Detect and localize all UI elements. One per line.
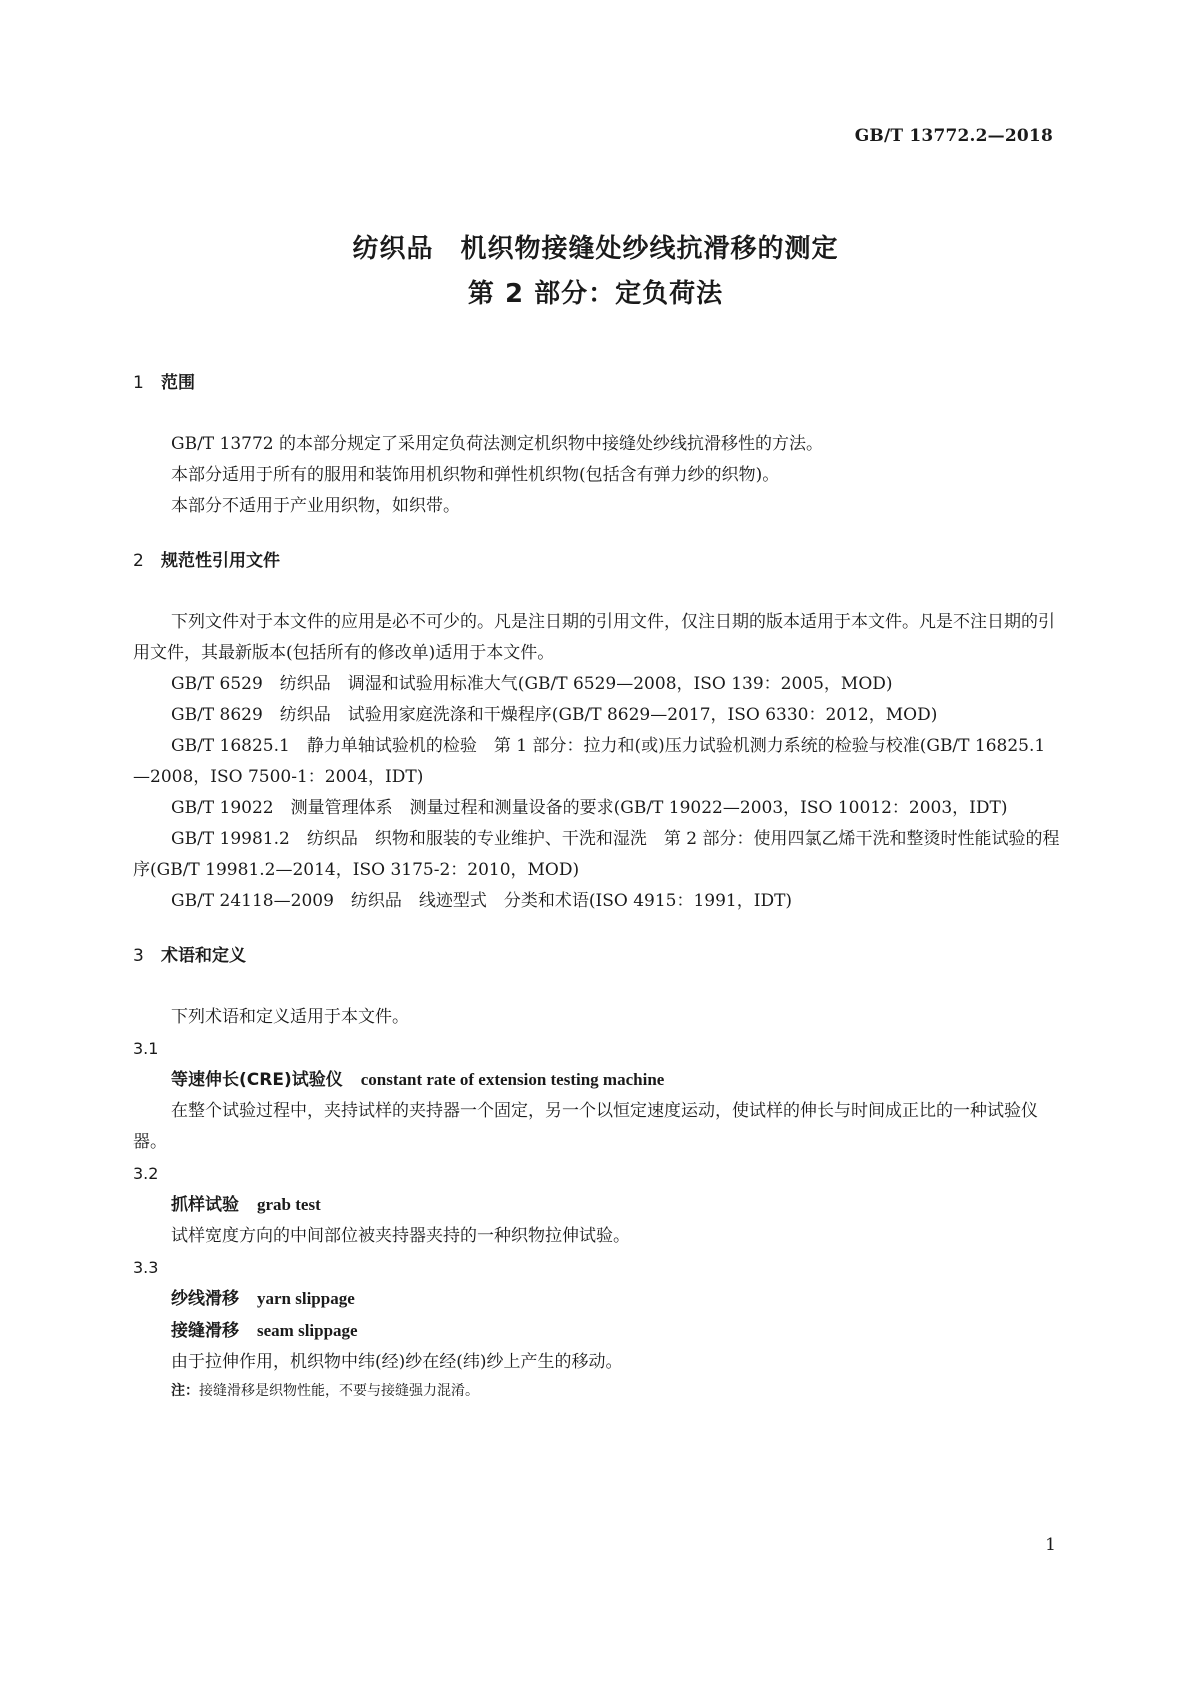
term-definition: 在整个试验过程中，夹持试样的夹持器一个固定，另一个以恒定速度运动，使试样的伸长与时间成正比的一种试验仪器。 bbox=[133, 1101, 1038, 1152]
term-en: yarn slippage bbox=[257, 1289, 355, 1308]
paragraph: 本部分不适用于产业用织物，如织带。 bbox=[171, 496, 460, 516]
term-en: constant rate of extension testing machine bbox=[360, 1070, 665, 1089]
paragraph: 下列术语和定义适用于本文件。 bbox=[171, 1007, 409, 1027]
term-en: seam slippage bbox=[257, 1321, 358, 1340]
term-zh: 纱线滑移 bbox=[171, 1289, 239, 1309]
term-entry bbox=[133, 1189, 1061, 1221]
term-definition: 试样宽度方向的中间部位被夹持器夹持的一种织物拉伸试验。 bbox=[171, 1226, 630, 1246]
term-definition: 由于拉伸作用，机织物中纬(经)纱在经(纬)纱上产生的移动。 bbox=[171, 1352, 623, 1372]
reference-item: GB/T 19981.2 纺织品 织物和服装的专业维护、干洗和湿洗 第 2 部分：使用四氯乙烯干洗和整烫时性能试验的程序(GB/T 19981.2—2014，ISO 3175-2：2010，MOD) bbox=[133, 829, 1060, 880]
section-title: 规范性引用文件 bbox=[161, 551, 280, 571]
paragraph: GB/T 13772 的本部分规定了采用定负荷法测定机织物中接缝处纱线抗滑移性的方法。 bbox=[171, 434, 824, 454]
term-zh: 等速伸长(CRE)试验仪 bbox=[171, 1070, 343, 1090]
term-en: grab test bbox=[257, 1195, 321, 1214]
section-heading-terms bbox=[133, 941, 1061, 972]
document-title: 纺织品 机织物接缝处纱线抗滑移的测定 bbox=[352, 234, 839, 264]
reference-item: GB/T 6529 纺织品 调湿和试验用标准大气(GB/T 6529—2008，ISO 139：2005，MOD) bbox=[171, 674, 893, 694]
term-entry bbox=[133, 1064, 1061, 1096]
note-label: 注： bbox=[171, 1383, 199, 1399]
section-number: 2 bbox=[133, 551, 144, 571]
term-number: 3.2 bbox=[133, 1164, 159, 1183]
note bbox=[133, 1378, 1061, 1404]
section-title: 术语和定义 bbox=[161, 946, 246, 966]
section-number: 1 bbox=[133, 373, 144, 393]
document-subtitle: 第 2 部分：定负荷法 bbox=[467, 279, 724, 309]
paragraph: 本部分适用于所有的服用和装饰用机织物和弹性机织物(包括含有弹力纱的织物)。 bbox=[171, 465, 780, 485]
section-heading-normative-references bbox=[133, 546, 1061, 577]
reference-item: GB/T 8629 纺织品 试验用家庭洗涤和干燥程序(GB/T 8629—2017，ISO 6330：2012，MOD) bbox=[171, 705, 938, 725]
section-heading-scope bbox=[133, 368, 1061, 399]
page-number: 1 bbox=[1045, 1535, 1056, 1555]
term-zh: 抓样试验 bbox=[171, 1195, 239, 1215]
term-entry bbox=[133, 1283, 1061, 1315]
reference-item: GB/T 19022 测量管理体系 测量过程和测量设备的要求(GB/T 19022—2003，ISO 10012：2003，IDT) bbox=[171, 798, 1008, 818]
term-zh: 接缝滑移 bbox=[171, 1321, 239, 1341]
section-title: 范围 bbox=[161, 373, 195, 393]
paragraph: 下列文件对于本文件的应用是必不可少的。凡是注日期的引用文件，仅注日期的版本适用于本文件。凡是不注日期的引用文件，其最新版本(包括所有的修改单)适用于本文件。 bbox=[133, 612, 1055, 663]
reference-item: GB/T 16825.1 静力单轴试验机的检验 第 1 部分：拉力和(或)压力试验机测力系统的检验与校准(GB/T 16825.1—2008，ISO 7500-1：2004，IDT) bbox=[133, 736, 1046, 787]
note-text: 接缝滑移是织物性能，不要与接缝强力混淆。 bbox=[199, 1383, 479, 1399]
term-number: 3.1 bbox=[133, 1039, 159, 1058]
standard-code: GB/T 13772.2—2018 bbox=[854, 126, 1053, 146]
section-number: 3 bbox=[133, 946, 144, 966]
reference-item: GB/T 24118—2009 纺织品 线迹型式 分类和术语(ISO 4915：1991，IDT) bbox=[171, 891, 793, 911]
term-entry bbox=[133, 1315, 1061, 1347]
term-number: 3.3 bbox=[133, 1258, 159, 1277]
document-body bbox=[133, 368, 1061, 1404]
